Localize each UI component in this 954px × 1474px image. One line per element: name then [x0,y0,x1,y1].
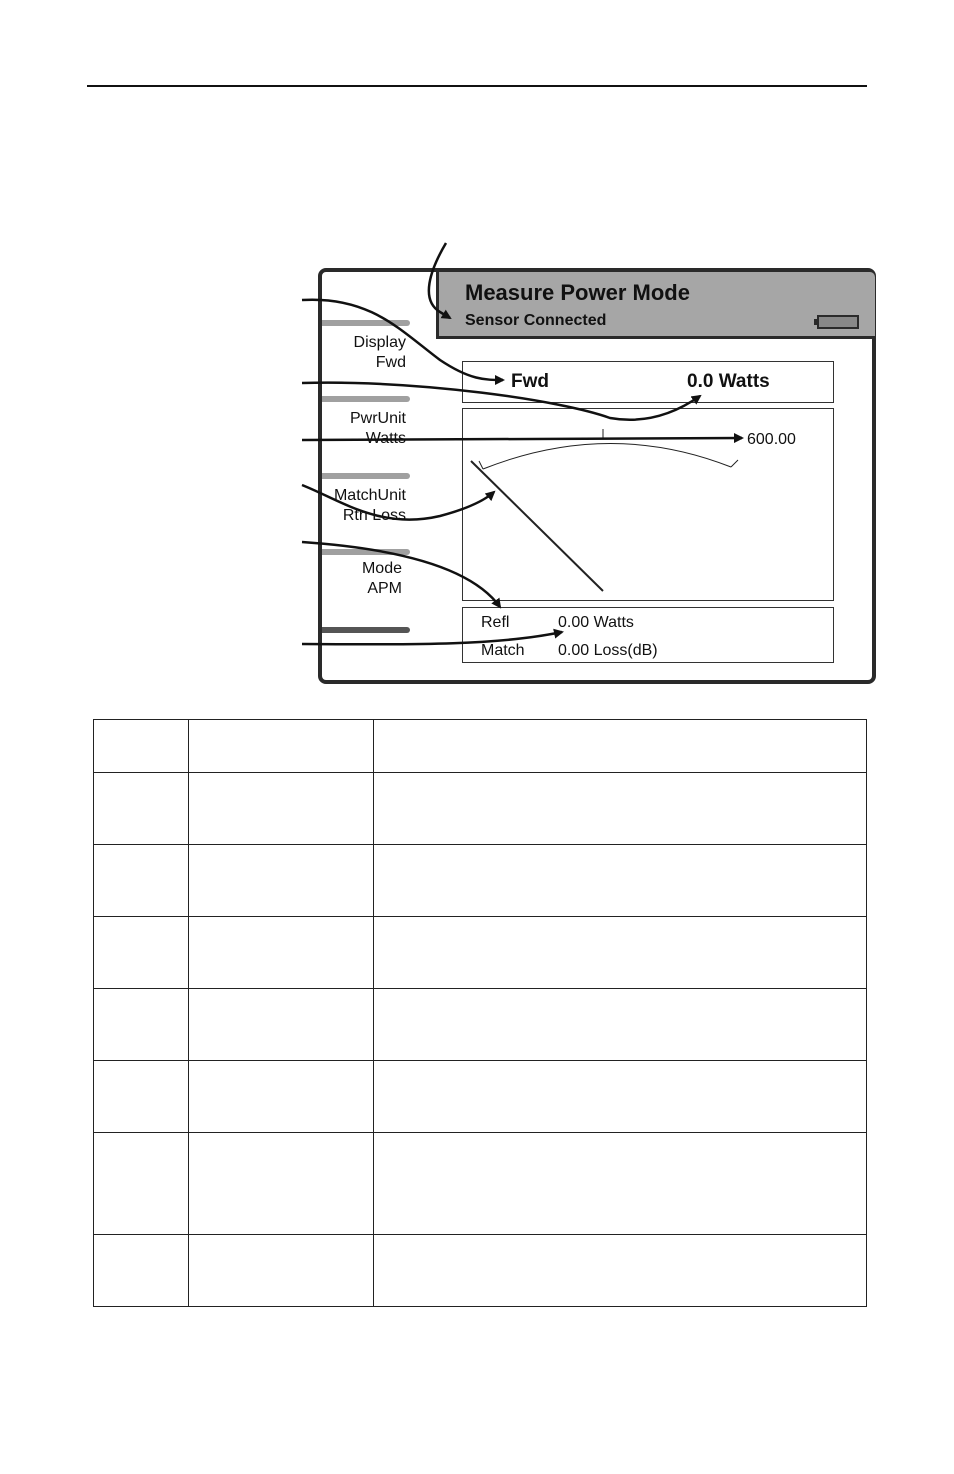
reflected-box [462,607,834,663]
table-cell [189,1235,374,1307]
table-row [94,1133,867,1235]
instrument-screen [318,268,876,684]
refl-label: Refl [481,614,510,631]
match-label: Match [481,642,525,659]
table-cell [94,989,189,1061]
table-cell [374,917,867,989]
screen-header [436,272,875,339]
header-rule [87,85,867,87]
softkey-display-value: Fwd [375,354,406,371]
table-cell [374,720,867,773]
forward-value: 0.0 Watts [687,371,770,392]
softkey-divider [322,549,410,555]
softkey-divider [322,396,410,402]
table-cell [94,1133,189,1235]
softkey-matchunit-value: Rtn Loss [342,507,406,524]
meter-scale-tick [479,461,483,469]
table-row [94,1235,867,1307]
analog-meter [462,408,834,601]
table-cell [374,845,867,917]
softkey-display-label: Display [353,334,406,351]
forward-label: Fwd [511,371,549,392]
match-value: 0.00 Loss(dB) [558,642,658,659]
table-row [94,917,867,989]
softkey-divider [322,627,410,633]
table-cell [374,773,867,845]
meter-scale-tick [731,460,738,467]
table-cell [94,720,189,773]
table-cell [189,989,374,1061]
softkey-mode[interactable] [318,559,402,599]
table-cell [189,720,374,773]
softkey-pwrunit-label: PwrUnit [349,410,406,427]
description-table [93,719,867,1307]
table-cell [374,1133,867,1235]
softkey-divider [322,320,410,326]
table-cell [189,1061,374,1133]
refl-value: 0.00 Watts [558,614,634,631]
table-cell [189,773,374,845]
meter-max-label: 600.00 [747,431,796,448]
softkey-divider [322,473,410,479]
table-cell [374,1235,867,1307]
table-cell [189,845,374,917]
softkey-pwrunit[interactable] [322,409,406,449]
table-cell [94,773,189,845]
battery-icon [817,315,859,329]
sensor-status: Sensor Connected [465,312,607,329]
table-row [94,1061,867,1133]
softkey-matchunit[interactable] [322,486,406,526]
softkey-mode-value: APM [367,580,402,597]
screen-title: Measure Power Mode [465,280,690,305]
table-cell [189,1133,374,1235]
table-cell [94,845,189,917]
meter-scale-arc [483,443,731,469]
table-cell [374,989,867,1061]
softkey-display[interactable] [322,333,406,373]
softkey-mode-label: Mode [361,560,402,577]
forward-power-box [462,361,834,403]
table-cell [374,1061,867,1133]
table-cell [94,1235,189,1307]
table-row [94,773,867,845]
table-cell [189,917,374,989]
softkey-pwrunit-value: Watts [365,430,406,447]
table-row [94,720,867,773]
softkey-matchunit-label: MatchUnit [333,487,406,504]
table-cell [94,917,189,989]
table-row [94,989,867,1061]
table-cell [94,1061,189,1133]
meter-needle [471,461,603,591]
table-row [94,845,867,917]
